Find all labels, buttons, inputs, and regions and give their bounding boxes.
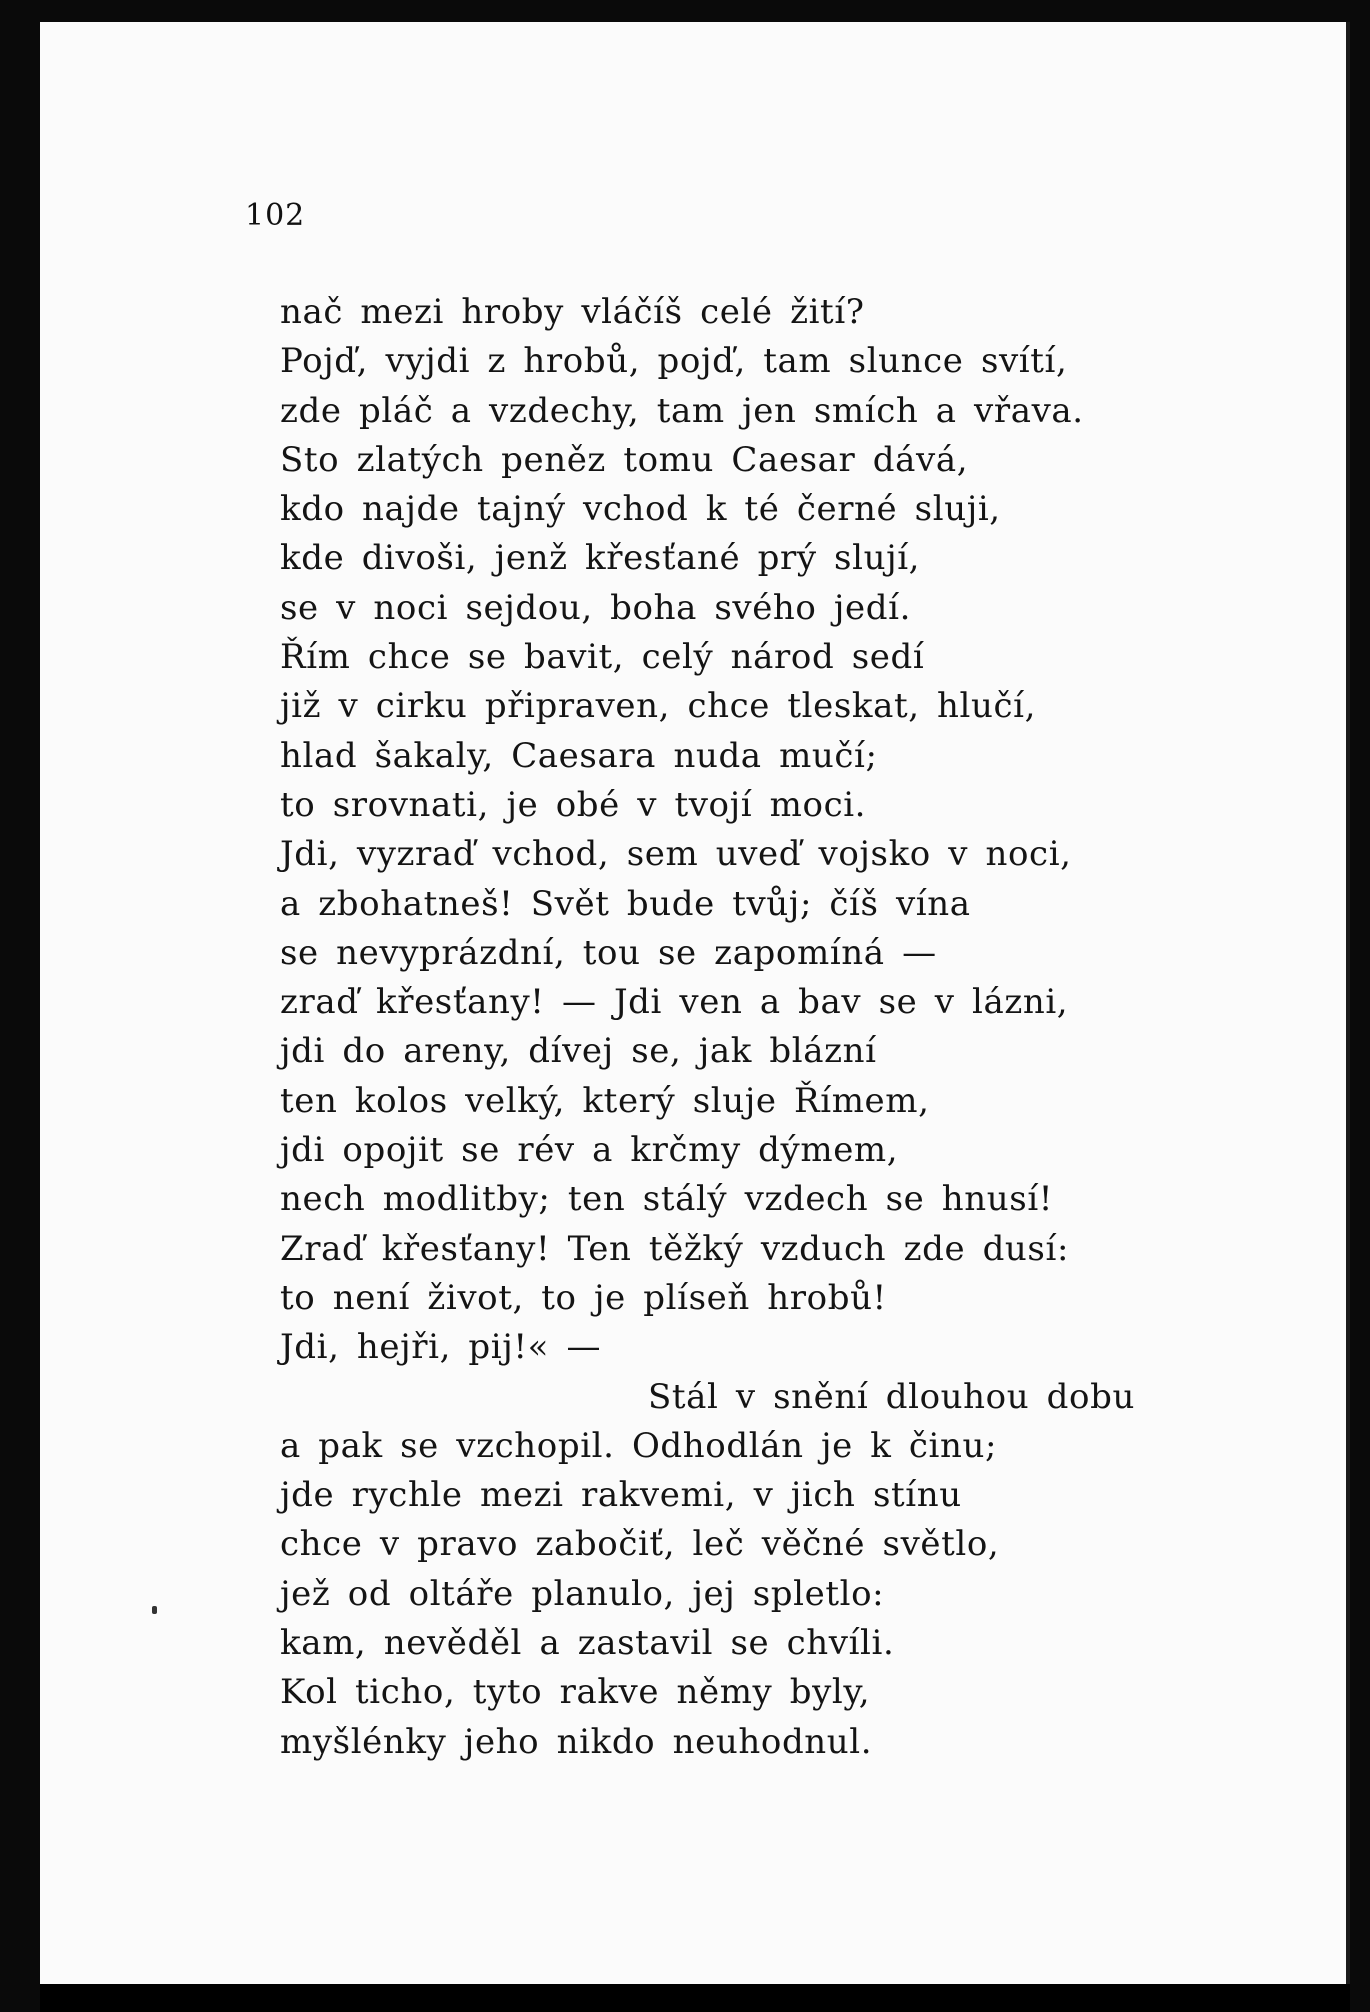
verse-line: Jdi, hejři, pij!« — (280, 1327, 602, 1368)
verse-line: myšlénky jeho nikdo neuhodnul. (280, 1721, 873, 1762)
verse-line: nač mezi hroby vláčíš celé žití? (280, 292, 865, 332)
verse-line: Zraď křesťany! Ten těžký vzduch zde dusí: (280, 1228, 1070, 1269)
poem-text (280, 288, 1160, 1767)
scan-bottom-margin (40, 1984, 1350, 2012)
page-number: 102 (245, 198, 306, 233)
ink-speck (152, 1606, 157, 1614)
verse-line: Řím chce se bavit, celý národ sedí (280, 637, 925, 678)
verse-line: zraď křesťany! — Jdi ven a bav se v lázni, (280, 982, 1069, 1023)
verse-line: jde rychle mezi rakvemi, v jich stínu (280, 1475, 962, 1516)
verse-line: zde pláč a vzdechy, tam jen smích a vřava. (280, 390, 1084, 431)
verse-line: a zbohatneš! Svět bude tvůj; číš vína (280, 883, 971, 924)
verse-line: chce v pravo zabočiť, leč věčné světlo, (280, 1524, 1000, 1565)
verse-line: to srovnati, je obé v tvojí moci. (280, 784, 867, 825)
verse-line: jdi opojit se rév a krčmy dýmem, (280, 1130, 899, 1171)
verse-line: se nevyprázdní, tou se zapomíná — (280, 932, 937, 973)
verse-line: kam, nevěděl a zastavil se chvíli. (280, 1623, 895, 1664)
verse-line: jdi do areny, dívej se, jak blázní (280, 1031, 877, 1072)
verse-line: hlad šakaly, Caesara nuda mučí; (280, 735, 878, 776)
verse-line: kde divoši, jenž křesťané prý slují, (280, 538, 921, 579)
verse-line: Kol ticho, tyto rakve němy byly, (280, 1672, 871, 1713)
verse-line: Jdi, vyzraď vchod, sem uveď vojsko v noci, (280, 834, 1072, 875)
verse-line: to není život, to je plíseň hrobů! (280, 1277, 887, 1318)
verse-line: jež od oltáře planulo, jej spletlo: (280, 1573, 885, 1614)
verse-line: Pojď, vyjdi z hrobů, pojď, tam slunce svítí, (280, 341, 1068, 382)
verse-line: se v noci sejdou, boha svého jedí. (280, 587, 912, 628)
verse-line: a pak se vzchopil. Odhodlán je k činu; (280, 1425, 998, 1466)
verse-line: Sto zlatých peněz tomu Caesar dává, (280, 439, 969, 480)
verse-line: kdo najde tajný vchod k té černé sluji, (280, 489, 1001, 530)
verse-line: již v cirku připraven, chce tleskat, hlučí, (280, 686, 1037, 727)
verse-line: ten kolos velký, který sluje Římem, (280, 1080, 930, 1121)
verse-line-indented: Stál v snění dlouhou dobu (648, 1376, 1135, 1417)
verse-line: nech modlitby; ten stálý vzdech se hnusí! (280, 1179, 1054, 1220)
page-edge-shadow (1346, 22, 1350, 1984)
